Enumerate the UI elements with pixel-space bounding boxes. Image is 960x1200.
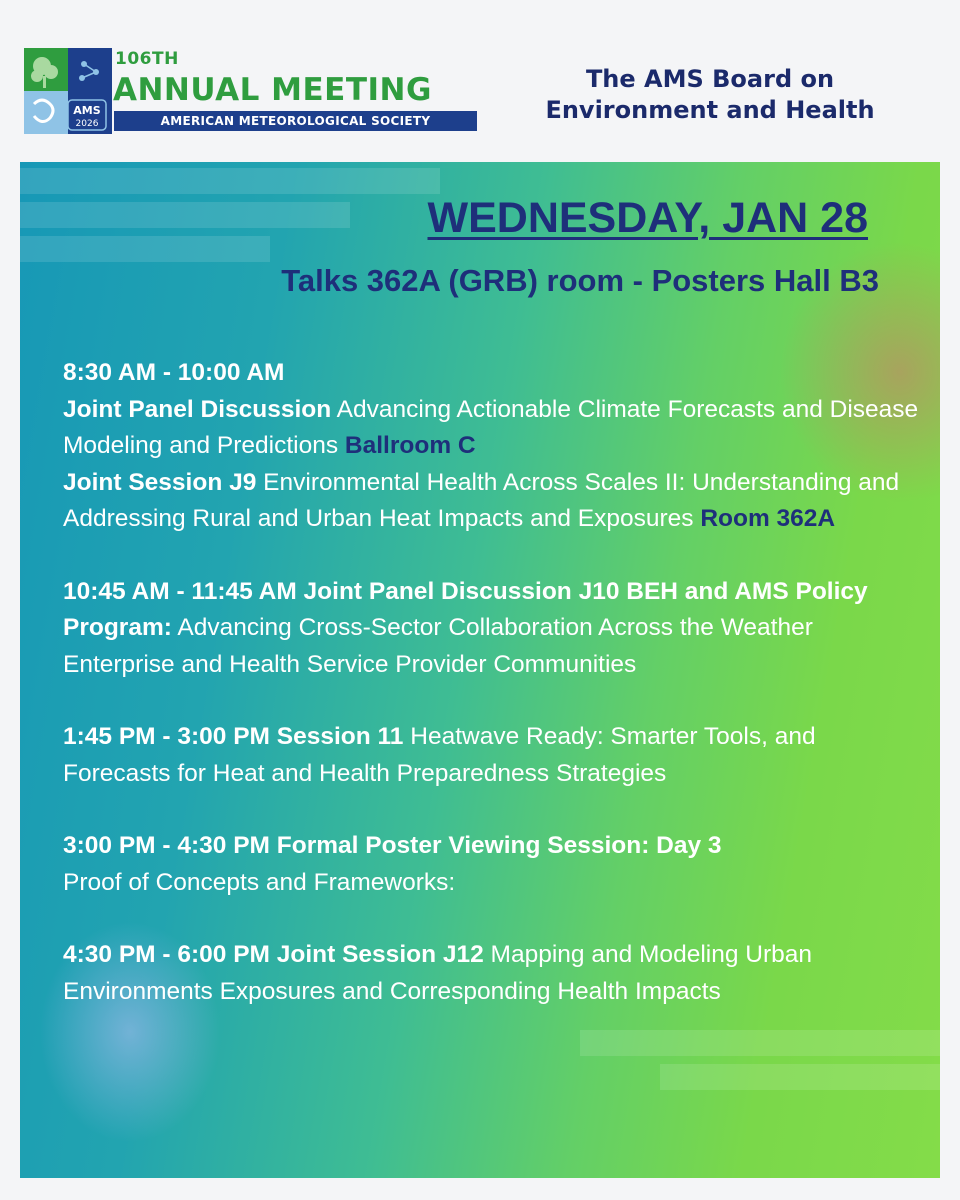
event-session-room: Ballroom C <box>344 432 476 459</box>
event-session <box>63 392 923 465</box>
logo-badge-text: AMS <box>73 104 101 117</box>
event-session-label: Joint Panel Discussion <box>63 395 332 423</box>
board-title-line2: Environment and Health <box>545 96 875 124</box>
event-session-label: 10:45 AM - 11:45 AM Joint Panel Discussion J10 BEH and AMS Policy Program: <box>63 577 868 641</box>
event-session-title: Advancing Actionable Climate Forecasts and Disease Modeling and Predictions <box>63 395 919 459</box>
logo-edition: 106TH <box>115 49 179 69</box>
event-session <box>63 937 923 1010</box>
event-session-label: 4:30 PM - 6:00 PM Joint Session J12 <box>63 941 484 968</box>
decor-stripe <box>20 168 440 194</box>
event-session-room: Room 362A <box>700 505 836 532</box>
event-session <box>63 574 923 684</box>
schedule-panel <box>20 162 940 1178</box>
event-session-title: Advancing Cross-Sector Collaboration Across the Weather Enterprise and Health Service Provider Communities <box>63 614 813 678</box>
schedule-date: WEDNESDAY, JAN 28 <box>427 194 868 242</box>
event-session <box>63 719 923 792</box>
schedule-list <box>63 355 923 1046</box>
event-time: 8:30 AM - 10:00 AM <box>63 359 285 386</box>
event-item <box>63 828 923 901</box>
event-session <box>63 465 923 538</box>
event-item <box>63 355 923 538</box>
board-title <box>510 64 910 126</box>
logo-society-name: AMERICAN METEOROLOGICAL SOCIETY <box>114 111 477 131</box>
event-session-label: 1:45 PM - 3:00 PM Session 11 <box>63 723 404 750</box>
event-session-title: Proof of Concepts and Frameworks: <box>63 868 456 896</box>
decor-stripe <box>660 1064 940 1090</box>
schedule-rooms: Talks 362A (GRB) room - Posters Hall B3 <box>281 263 879 298</box>
event-session-title: Mapping and Modeling Urban Environments Exposures and Corresponding Health Impacts <box>63 941 812 1005</box>
ams-logo-icon <box>24 48 112 134</box>
logo-badge-year: 2026 <box>75 119 99 129</box>
logo-meeting-title: ANNUAL MEETING <box>113 72 432 108</box>
event-item <box>63 719 923 792</box>
event-item <box>63 574 923 684</box>
event-session-title: Heatwave Ready: Smarter Tools, and Forecasts for Heat and Health Preparedness Strategies <box>63 723 816 787</box>
event-session-title: Environmental Health Across Scales II: Understanding and Addressing Rural and Urban Heat Impacts and Exposures <box>63 468 900 532</box>
event-session-label: Joint Session J9 <box>63 468 257 496</box>
event-item <box>63 937 923 1010</box>
event-session-label: 3:00 PM - 4:30 PM Formal Poster Viewing Session: Day 3 <box>63 832 722 859</box>
board-title-line1: The AMS Board on <box>585 65 835 93</box>
header <box>0 0 960 162</box>
